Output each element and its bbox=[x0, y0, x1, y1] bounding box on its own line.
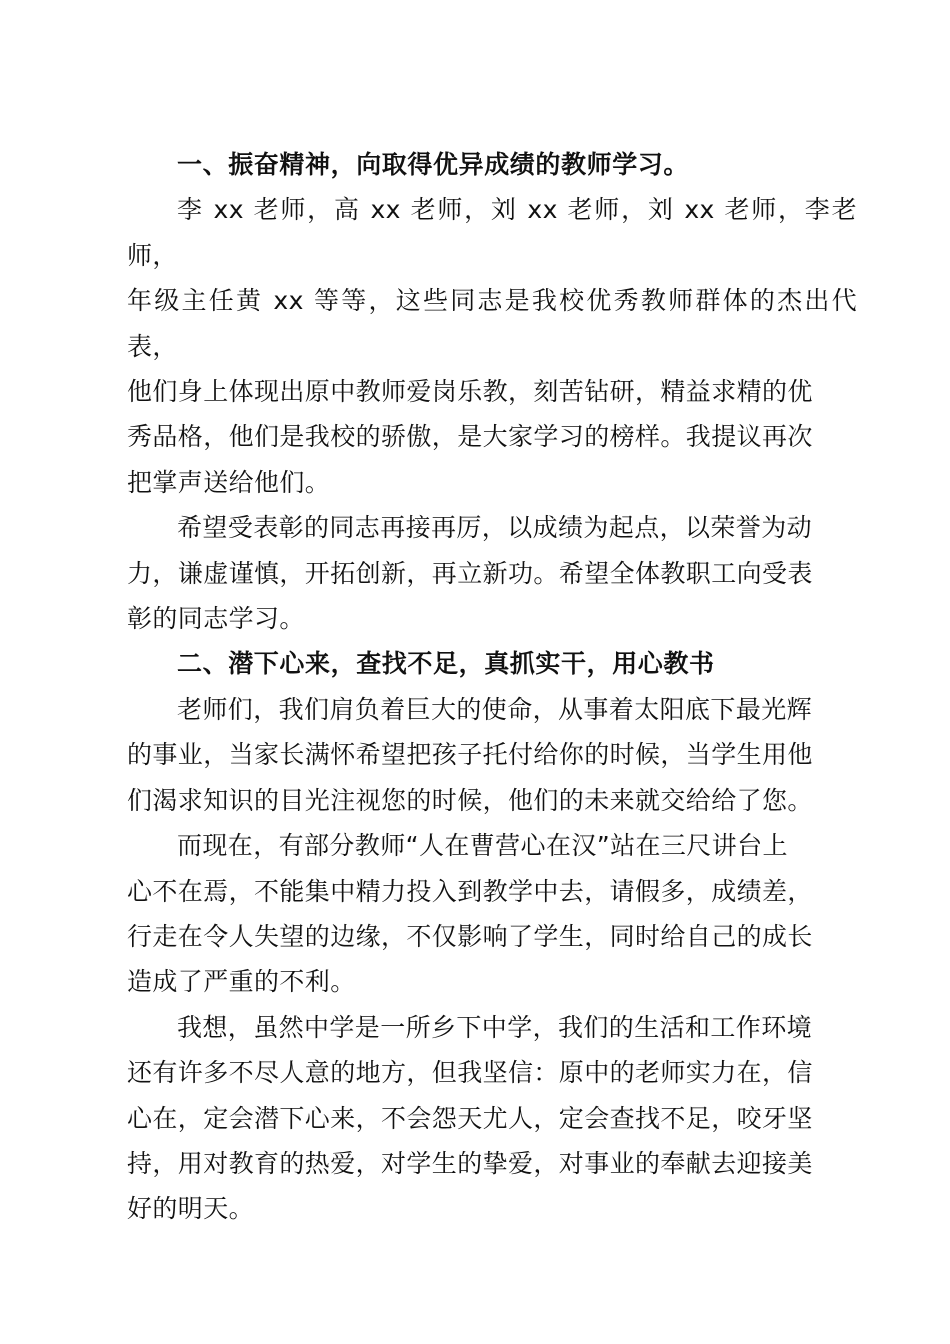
paragraph-3: 老师们，我们肩负着巨大的使命，从事着太阳底下最光辉 的事业，当家长满怀希望把孩子托付给你的时候，当学生用他 们渴求知识的目光注视您的时候，他们的未来就交给给了您。 bbox=[127, 694, 813, 815]
section-heading-2: 二、潜下心来，查找不足，真抓实干，用心教书 bbox=[177, 649, 715, 679]
paragraph-2: 希望受表彰的同志再接再厉，以成绩为起点，以荣誉为动 力，谦虚谨慎，开拓创新，再立新功。希望全体教职工向受表 彰的同志学习。 bbox=[127, 513, 813, 634]
paragraph-1: 李 xx 老师，高 xx 老师，刘 xx 老师，刘 xx 老师，李老师， 年级主任黄 xx 等等，这些同志是我校优秀教师群体的杰出代表， 他们身上体现出原中教师爱岗乐教，刻苦钻研，精益求精的优 秀品格，他们是我校的骄傲，是大家学习的榜样。我提议再次 把掌声送给他们。 bbox=[127, 195, 857, 497]
section-heading-1: 一、振奋精神，向取得优异成绩的教师学习。 bbox=[177, 150, 690, 179]
paragraph-5: 我想，虽然中学是一所乡下中学，我们的生活和工作环境 还有许多不尽人意的地方，但我坚信：原中的老师实力在，信 心在，定会潜下心来，不会怨天尤人，定会查找不足，咬牙坚 持，用对教育的热爱，对学生的挚爱，对事业的奉献去迎接美 好的明天。 bbox=[127, 1012, 813, 1224]
document-body bbox=[127, 142, 857, 1232]
paragraph-4: 而现在，有部分教师“人在曹营心在汉”站在三尺讲台上 心不在焉，不能集中精力投入到教学中去，请假多，成绩差， 行走在令人失望的边缘，不仅影响了学生，同时给自己的成长 造成了严重的不利。 bbox=[127, 831, 813, 997]
